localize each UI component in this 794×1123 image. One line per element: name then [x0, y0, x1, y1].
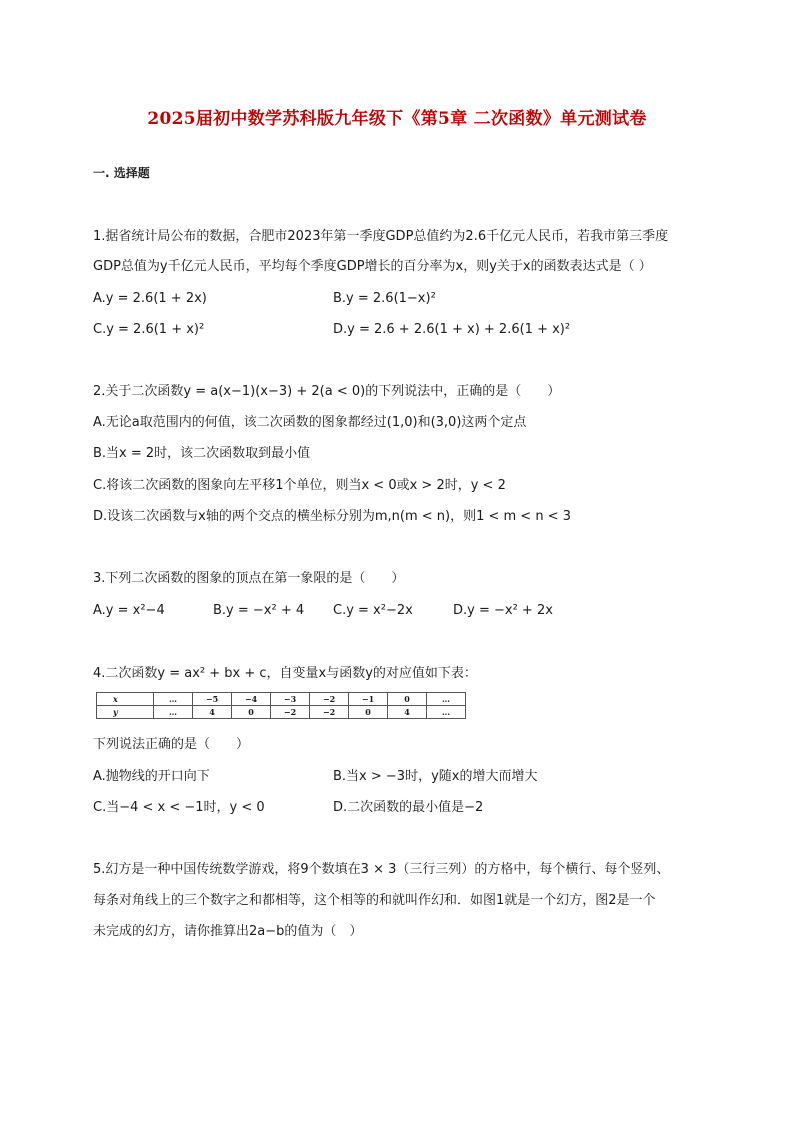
q5-stem-line-3: 未完成的幻方，请你推算出2a−b的值为（ ） — [93, 924, 363, 939]
q4-after-table: 下列说法正确的是（ ） — [93, 737, 250, 752]
q4-option-d: D.二次函数的最小值是−2 — [333, 800, 484, 815]
section-heading: 一. 选择题 — [93, 166, 150, 180]
q5-stem-line-2: 每条对角线上的三个数字之和都相等，这个相等的和就叫作幻和．如图1就是一个幻方，图2是一个 — [93, 893, 656, 908]
table-cell: 0 — [388, 693, 427, 706]
table-cell: −2 — [271, 706, 310, 719]
q1-stem-line-1: 1.据省统计局公布的数据，合肥市2023年第一季度GDP总值约为2.6千亿元人民币，若我市第三季度 — [93, 229, 669, 244]
q1-option-a: A.y = 2.6(1 + 2x) — [93, 291, 207, 306]
table-cell: 4 — [388, 706, 427, 719]
table-cell: −3 — [271, 693, 310, 706]
table-cell: −4 — [232, 693, 271, 706]
q5-stem-line-1: 5.幻方是一种中国传统数学游戏，将9个数填在3 × 3（三行三列）的方格中，每个横行、每个竖列、 — [93, 862, 670, 877]
q3-option-a: A.y = x²−4 — [93, 603, 165, 618]
q4-option-b: B.当x > −3时，y随x的增大而增大 — [333, 769, 538, 784]
table-cell: … — [154, 706, 193, 719]
value-table — [96, 692, 466, 719]
table-row — [97, 706, 466, 719]
table-cell: … — [154, 693, 193, 706]
q1-stem-line-2: GDP总值为y千亿元人民币，平均每个季度GDP增长的百分率为x，则y关于x的函数表达式是（ ） — [93, 259, 652, 274]
table-cell: −2 — [310, 706, 349, 719]
q1-option-b: B.y = 2.6(1−x)² — [333, 291, 436, 306]
table-cell: 0 — [349, 706, 388, 719]
q4-option-c: C.当−4 < x < −1时，y < 0 — [93, 800, 265, 815]
table-cell: … — [427, 706, 466, 719]
page-title: 2025届初中数学苏科版九年级下《第5章 二次函数》单元测试卷 — [147, 109, 647, 129]
q4-option-a: A.抛物线的开口向下 — [93, 769, 210, 784]
q2-option-a: A.无论a取范围内的何值，该二次函数的图象都经过(1,0)和(3,0)这两个定点 — [93, 415, 527, 430]
q3-option-c: C.y = x²−2x — [333, 603, 413, 618]
q1-option-d: D.y = 2.6 + 2.6(1 + x) + 2.6(1 + x)² — [333, 322, 571, 337]
table-cell: y — [97, 706, 154, 719]
table-cell: −1 — [349, 693, 388, 706]
q3-option-d: D.y = −x² + 2x — [453, 603, 553, 618]
q1-option-c: C.y = 2.6(1 + x)² — [93, 322, 205, 337]
q2-option-c: C.将该二次函数的图象向左平移1个单位，则当x < 0或x > 2时，y < 2 — [93, 478, 506, 493]
table-cell: … — [427, 693, 466, 706]
q4-stem-line-1: 4.二次函数y = ax² + bx + c，自变量x与函数y的对应值如下表： — [93, 666, 477, 681]
q2-option-d: D.设该二次函数与x轴的两个交点的横坐标分别为m,n(m < n)，则1 < m < n < 3 — [93, 509, 571, 524]
table-cell: 4 — [193, 706, 232, 719]
q2-option-b: B.当x = 2时，该二次函数取到最小值 — [93, 446, 311, 461]
table-cell: x — [97, 693, 154, 706]
table-cell: 0 — [232, 706, 271, 719]
q2-stem-line-1: 2.关于二次函数y = a(x−1)(x−3) + 2(a < 0)的下列说法中，正确的是（ ） — [93, 384, 561, 399]
q3-stem-line-1: 3.下列二次函数的图象的顶点在第一象限的是（ ） — [93, 571, 405, 586]
table-cell: −5 — [193, 693, 232, 706]
q3-option-b: B.y = −x² + 4 — [213, 603, 305, 618]
table-cell: −2 — [310, 693, 349, 706]
table-row — [97, 693, 466, 706]
